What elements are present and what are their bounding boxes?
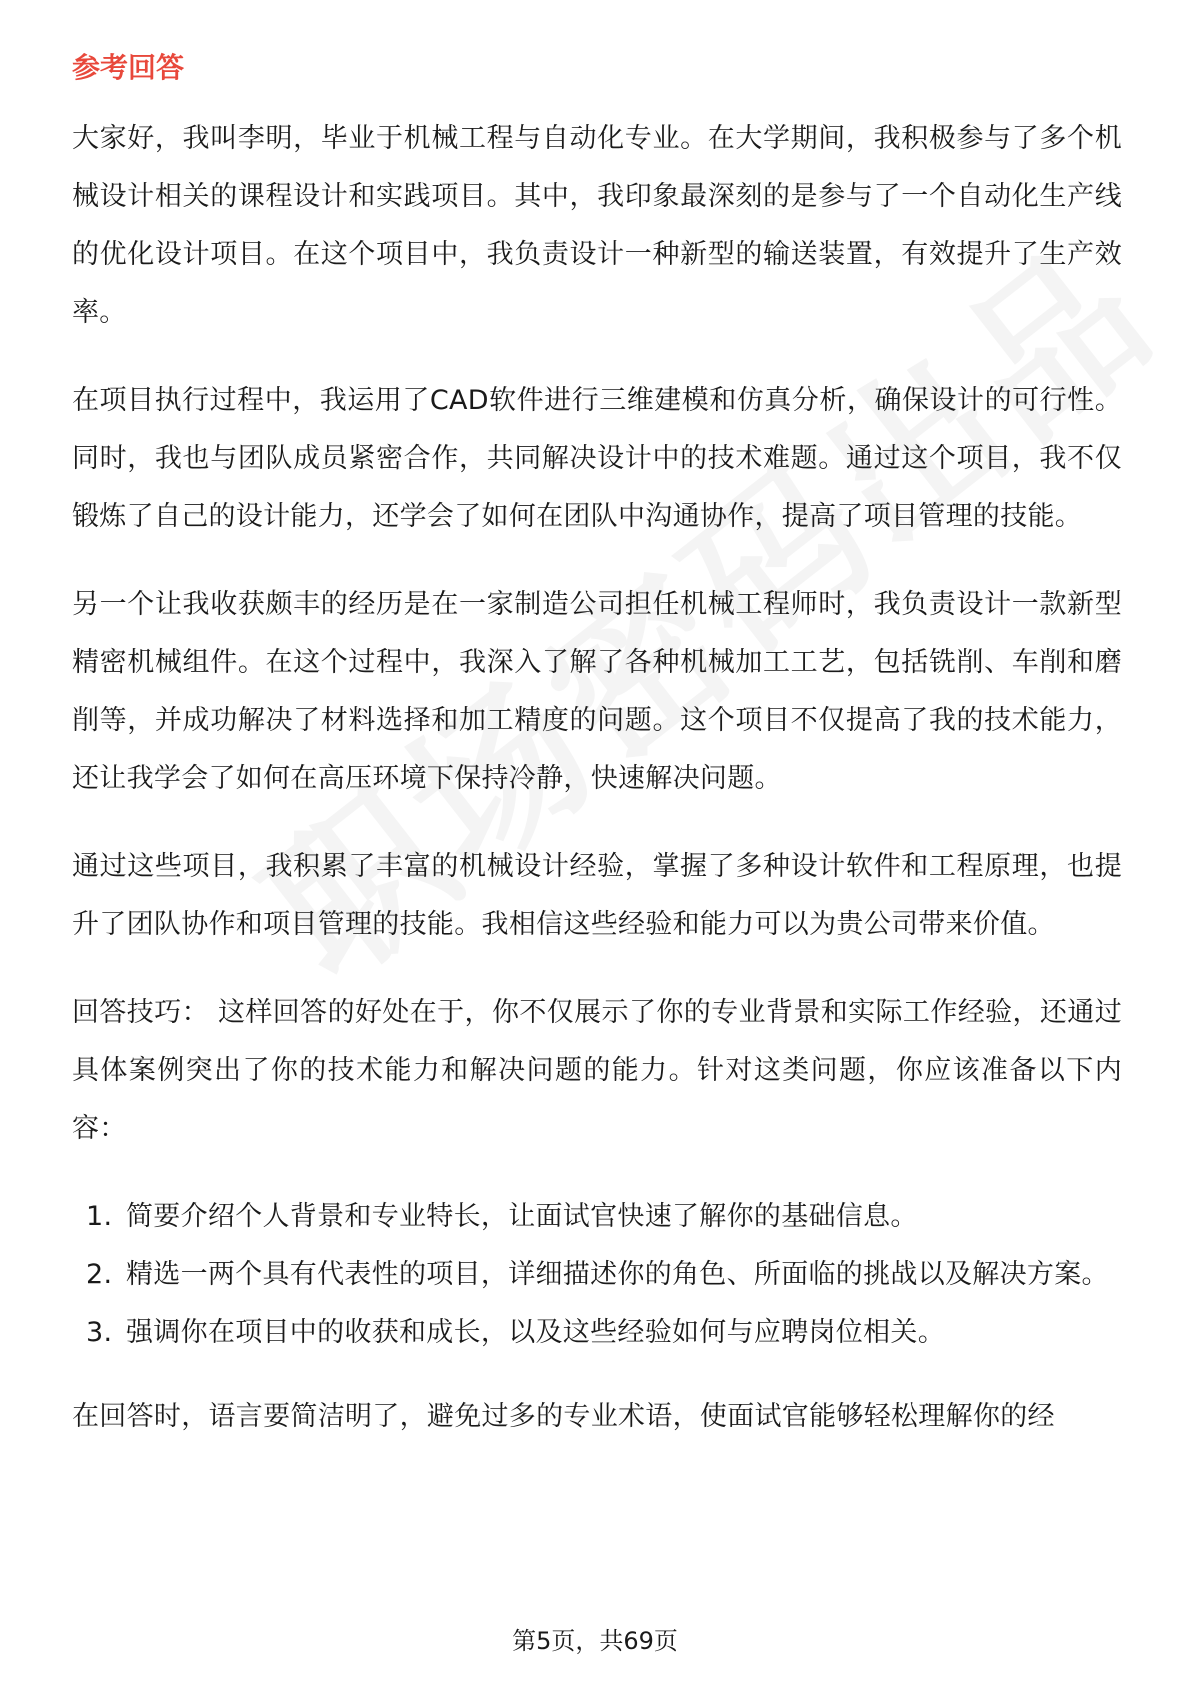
list-item [72,1304,1122,1362]
tips-text: 这样回答的好处在于，你不仅展示了你的专业背景和实际工作经验，还通过具体案例突出了你的技术能力和解决问题的能力。针对这类问题，你应该准备以下内容： [72,997,1123,1144]
list-item-number: 1. [86,1201,113,1232]
answer-paragraph-2: 在项目执行过程中，我运用了CAD软件进行三维建模和仿真分析，确保设计的可行性。同时，我也与团队成员紧密合作，共同解决设计中的技术难题。通过这个项目，我不仅锻炼了自己的设计能力，还学会了如何在团队中沟通协作，提高了项目管理的技能。 [72,385,1122,532]
document-page [72,48,1122,1476]
list-item [72,1246,1122,1304]
answer-paragraph-3: 另一个让我收获颇丰的经历是在一家制造公司担任机械工程师时，我负责设计一款新型精密机械组件。在这个过程中，我深入了解了各种机械加工工艺，包括铣削、车削和磨削等，并成功解决了材料选择和加工精度的问题。这个项目不仅提高了我的技术能力，还让我学会了如何在高压环境下保持冷静，快速解决问题。 [72,589,1122,794]
list-item-number: 3. [86,1317,113,1348]
tips-list [72,1188,1122,1362]
tips-label: 回答技巧： [72,997,209,1028]
list-item-text: 简要介绍个人背景和专业特长，让面试官快速了解你的基础信息。 [126,1201,918,1232]
list-item-text: 精选一两个具有代表性的项目，详细描述你的角色、所面临的挑战以及解决方案。 [126,1259,1109,1290]
answer-paragraph-1: 大家好，我叫李明，毕业于机械工程与自动化专业。在大学期间，我积极参与了多个机械设计相关的课程设计和实践项目。其中，我印象最深刻的是参与了一个自动化生产线的优化设计项目。在这个项目中，我负责设计一种新型的输送装置，有效提升了生产效率。 [72,123,1122,328]
list-item-text: 强调你在项目中的收获和成长，以及这些经验如何与应聘岗位相关。 [126,1317,945,1348]
answer-paragraph-4: 通过这些项目，我积累了丰富的机械设计经验，掌握了多种设计软件和工程原理，也提升了团队协作和项目管理的技能。我相信这些经验和能力可以为贵公司带来价值。 [72,851,1122,940]
list-item-number: 2. [86,1259,113,1290]
section-heading: 参考回答 [72,51,185,84]
closing-paragraph: 在回答时，语言要简洁明了，避免过多的专业术语，使面试官能够轻松理解你的经 [72,1401,1055,1432]
tips-paragraph [72,984,1122,1158]
list-item [72,1188,1122,1246]
page-number: 第5页，共69页 [512,1627,678,1655]
